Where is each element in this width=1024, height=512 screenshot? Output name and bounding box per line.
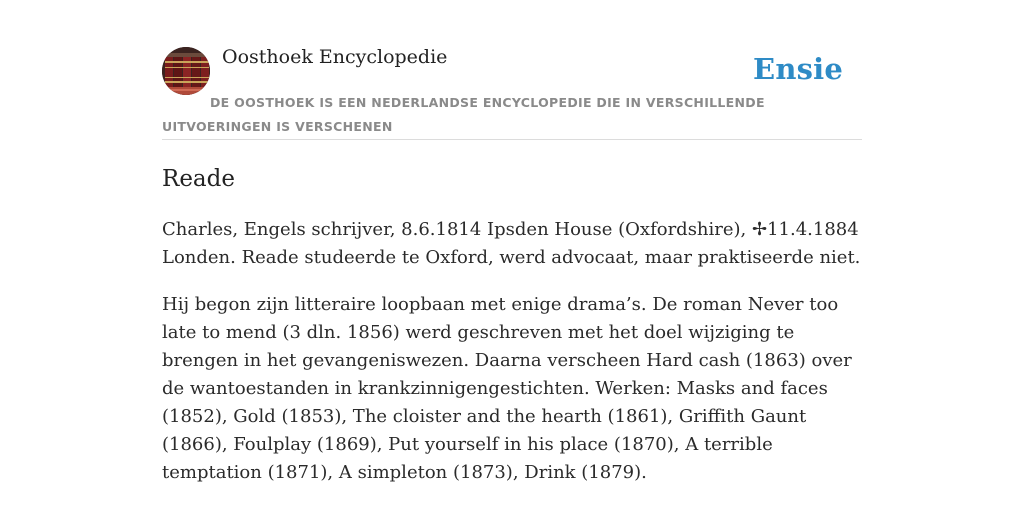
site-header xyxy=(162,0,862,140)
encyclopedia-books-icon[interactable] xyxy=(162,47,210,95)
site-name-link[interactable]: Oosthoek Encyclopedie xyxy=(222,46,448,68)
site-tagline: DE OOSTHOEK IS EEN NEDERLANDSE ENCYCLOPEDIE DIE IN VERSCHILLENDE UITVOERINGEN IS VERSCHENEN xyxy=(162,95,765,134)
books-illustration xyxy=(162,47,210,95)
page xyxy=(162,0,862,487)
article-paragraph-1: Charles, Engels schrijver, 8.6.1814 Ipsden House (Oxfordshire), ✢11.4.1884 Londen. Reade studeerde te Oxford, werd advocaat, maar praktiseerde niet. xyxy=(162,219,861,268)
article-paragraph-2: Hij begon zijn litteraire loopbaan met enige drama’s. De roman Never too late to mend (3 dln. 1856) werd geschreven met het doel wijziging te brengen in het gevangeniswezen. Daarna verscheen Hard cash (1863) over de wantoestanden in krankzinnigengestichten. Werken: Masks and faces (1852), Gold (1853), The cloister and the hearth (1861), Griffith Gaunt (1866), Foulplay (1869), Put yourself in his place (1870), A terrible temptation (1871), A simpleton (1873), Drink (1879). xyxy=(162,294,852,483)
article-title: Reade xyxy=(162,166,235,192)
ensie-logo-link[interactable]: Ensie xyxy=(753,52,843,86)
